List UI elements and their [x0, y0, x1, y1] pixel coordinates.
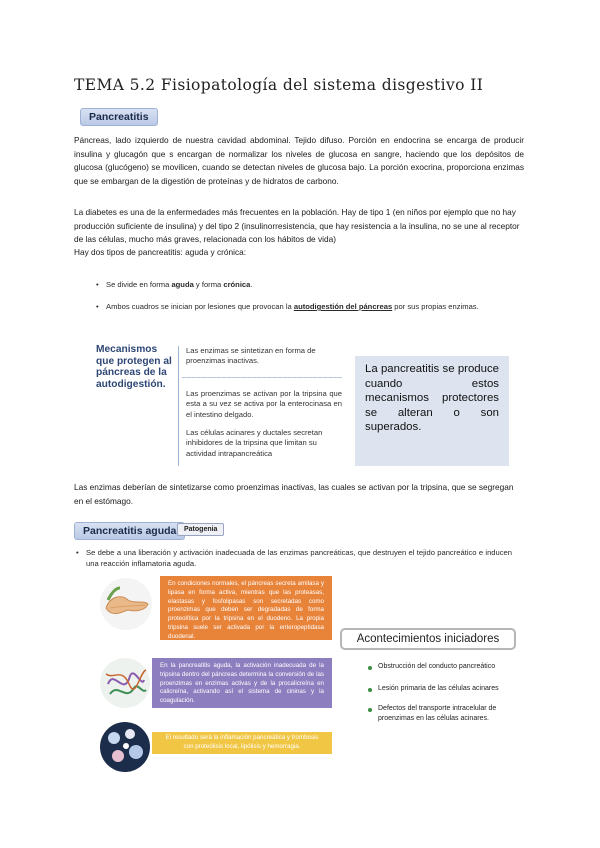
subtag-patogenia: Patogenia	[177, 523, 224, 536]
pathway-box-result: El resultado será la inflamación pancreática y trombosis con proteólisis local, lipólisis y hemorragia.	[152, 732, 332, 754]
paragraph-pancreas: Páncreas, lado izquierdo de nuestra cavidad abdominal. Tejido difuso. Porción en endocrina se encarga de producir insulina y glucagón que s encargan de normalizar los niveles de glucosa en sangre, haciendo que los depósitos de glucosa (glucógeno) se movilicen, cuando se detectan niveles de glucosa bajo. La porción exocrina, proporciona enzimas que se embargan de la digestión de proteínas y de hidratos de carbono.	[74, 135, 524, 186]
paragraph-types: Hay dos tipos de pancreatitis: aguda y crónica:	[74, 247, 247, 257]
section-tag-pancreatitis: Pancreatitis	[80, 108, 158, 126]
bullet-dot: •	[76, 548, 79, 557]
bullet-item-acute: • Se debe a una liberación y activación inadecuada de las enzimas pancreáticas, que destruyen el tejido pancreático e inducen una reacción inflamatoria aguda.	[76, 548, 512, 568]
inflammation-cells-image	[100, 722, 150, 772]
mechanism-item-3: Las células acinares y ductales secretan inhibidores de la tripsina que limitan su actividad intrapancreática	[186, 428, 323, 458]
bullet-dot: •	[96, 302, 99, 311]
pathway-box-acute: En la pancreatitis aguda, la activación inadecuada de la tripsina dentro del páncreas determina la conversión de las proenzimas en enzimas activas y de la procalicreína en calicreína, activando así el sistema de cininas y la coagulación.	[152, 658, 332, 708]
bullet-dot	[368, 688, 372, 692]
section-tag-pancreatitis-aguda: Pancreatitis aguda	[74, 522, 185, 540]
paragraph-diabetes: La diabetes es una de la enfermedades más frecuentes en la población. Hay de tipo 1 (en niños por ejemplo que no hay producción suficiente de insulina) y del tipo 2 (insulinorresistencia, que hay resistencia a la insulina, no se une al receptor de las células, mucho más graves, relacionada con los hábitos de vida)	[74, 207, 520, 245]
pathway-box-normal: En condiciones normales, el páncreas secreta amilasa y lipasa en forma activa, mientras que las proteasas, elastasas y fosfolipasas son secretadas como proenzimas que deben ser degradadas de forma proteolítica por la tripsina en el duodeno. La propia tripsina suele ser activada por la enteropeptidasa duodenal.	[160, 576, 332, 640]
mechanism-item-2: Las proenzimas se activan por la tripsina que esta a su vez se activa por la enterocinasa en el intestino delgado.	[186, 389, 342, 419]
page-title: TEMA 5.2 Fisiopatología del sistema disgestivo II	[74, 76, 484, 94]
acontecimiento-item-2: Lesión primaria de las células acinares	[378, 685, 499, 692]
protein-structure-image	[100, 658, 150, 708]
pancreas-organ-image	[100, 578, 152, 630]
mechanism-separator	[182, 377, 342, 378]
bullet-dot	[368, 666, 372, 670]
bullet-item-autodigestion: • Ambos cuadros se inician por lesiones que provocan la autodigestión del páncreas por sus propias enzimas.	[96, 302, 479, 311]
paragraph-proenzymes: Las enzimas deberían de sintetizarse como proenzimas inactivas, las cuales se activan por la tripsina, que se segregan en el estómago.	[74, 482, 514, 506]
bullet-item-forms: • Se divide en forma aguda y forma crónica.	[96, 280, 253, 289]
mechanism-item-1: Las enzimas se sintetizan en forma de proenzimas inactivas.	[186, 346, 316, 366]
acontecimiento-item-3: Defectos del transporte intracelular de proenzimas en las células acinares.	[378, 705, 497, 722]
mechanisms-title: Mecanismos que protegen al páncreas de la autodigestión.	[96, 344, 172, 390]
acontecimiento-item-1: Obstrucción del conducto pancreático	[378, 663, 496, 670]
acontecimientos-title: Acontecimientos iniciadores	[340, 628, 516, 650]
bullet-dot	[368, 708, 372, 712]
callout-box: La pancreatitis se produce cuando estos mecanismos protectores se alteran o son superados.	[355, 356, 509, 466]
mechanisms-divider	[178, 346, 179, 466]
bullet-dot: •	[96, 280, 99, 289]
